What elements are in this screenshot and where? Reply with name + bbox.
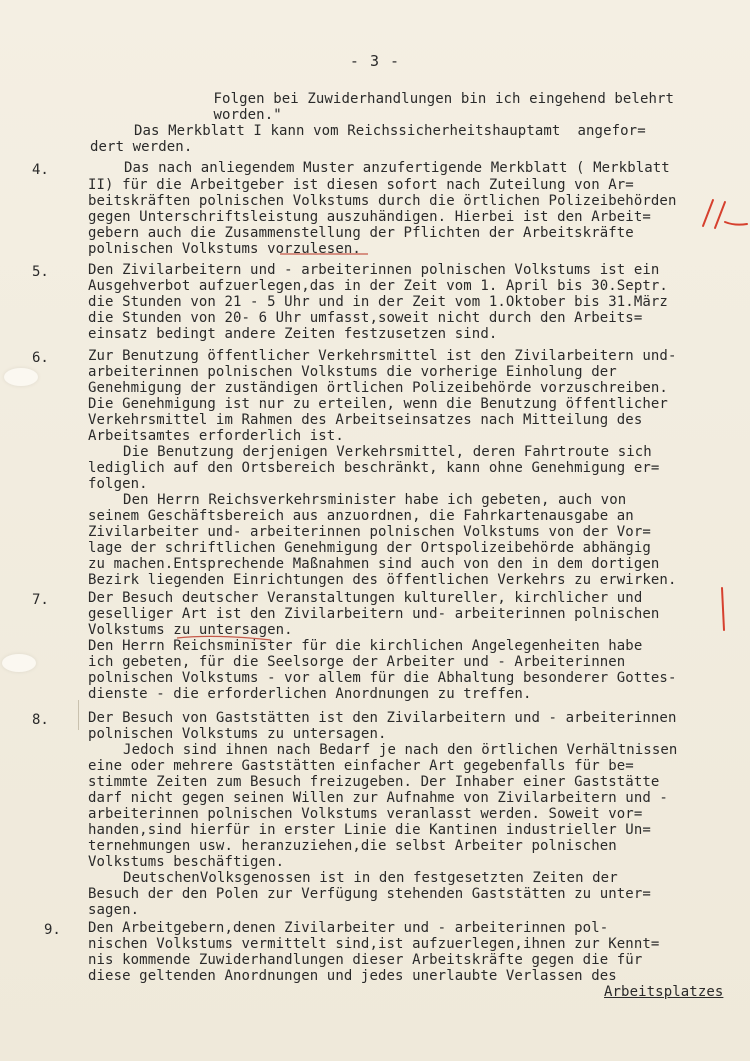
red-strike-mark xyxy=(175,632,275,644)
paragraph-number: 7. xyxy=(32,592,49,608)
text-line: worden." xyxy=(205,107,282,123)
text-line: Ausgehverbot aufzuerlegen,das in der Zeit vom 1. April bis 30.Septr. xyxy=(88,278,668,294)
punch-hole xyxy=(2,654,36,672)
text-line: DeutschenVolksgenossen ist in den festgesetzten Zeiten der xyxy=(106,870,618,886)
text-line: Volkstums beschäftigen. xyxy=(88,854,285,870)
red-pencil-margin-line xyxy=(712,586,732,632)
text-line: ich gebeten, für die Seelsorge der Arbeiter und - Arbeiterinnen xyxy=(88,654,626,670)
text-line: Zur Benutzung öffentlicher Verkehrsmittel ist den Zivilarbeitern und- xyxy=(88,348,677,364)
paragraph-number: 9. xyxy=(44,922,61,938)
text-line: Der Besuch deutscher Veranstaltungen kultureller, kirchlicher und xyxy=(88,590,643,606)
text-line: Folgen bei Zuwiderhandlungen bin ich eingehend belehrt xyxy=(205,91,675,107)
paragraph-number: 4. xyxy=(32,162,49,178)
text-line: dienste - die erforderlichen Anordnungen zu treffen. xyxy=(88,686,532,702)
text-line: Zivilarbeiter und- arbeiterinnen polnischen Volkstums von der Vor= xyxy=(88,524,651,540)
text-line: Den Herrn Reichsminister für die kirchlichen Angelegenheiten habe xyxy=(88,638,643,654)
catchword: Arbeitsplatzes xyxy=(604,984,724,1000)
text-line: arbeiterinnen polnischen Volkstums veranlasst werden. Soweit vor= xyxy=(88,806,643,822)
page-number: - 3 - xyxy=(349,52,401,70)
text-line: arbeiterinnen polnischen Volkstums die vorherige Einholung der xyxy=(88,364,617,380)
red-underline xyxy=(230,248,370,258)
text-line: darf nicht gegen seinen Willen zur Aufnahme von Zivilarbeitern und - xyxy=(88,790,668,806)
paragraph-number: 5. xyxy=(32,264,49,280)
text-line: polnischen Volkstums zu untersagen. xyxy=(88,726,387,742)
text-line: zu machen.Entsprechende Maßnahmen sind auch von den in dem dortigen xyxy=(88,556,660,572)
text-line: die Stunden von 20- 6 Uhr umfasst,soweit nicht durch den Arbeits= xyxy=(88,310,643,326)
text-line: II) für die Arbeitgeber ist diesen sofort nach Zuteilung von Ar= xyxy=(88,177,634,193)
text-line: Jedoch sind ihnen nach Bedarf je nach den örtlichen Verhältnissen xyxy=(106,742,678,758)
text-line: einsatz bedingt andere Zeiten festzusetzen sind. xyxy=(88,326,498,342)
text-line: polnischen Volkstums - vor allem für die Abhaltung besonderer Gottes- xyxy=(88,670,677,686)
text-line: Bezirk liegenden Einrichtungen des öffentlichen Verkehrs zu erwirken. xyxy=(88,572,677,588)
text-line: die Stunden von 21 - 5 Uhr und in der Zeit vom 1.Oktober bis 31.März xyxy=(88,294,668,310)
text-line: sagen. xyxy=(88,902,140,918)
margin-rule xyxy=(78,700,79,730)
text-line: Das Merkblatt I kann vom Reichssicherheitshauptamt angefor= xyxy=(134,123,646,139)
text-line: Genehmigung der zuständigen örtlichen Polizeibehörde vorzuschreiben. xyxy=(88,380,668,396)
text-line: seinem Geschäftsbereich aus anzuordnen, die Fahrkartenausgabe an xyxy=(88,508,634,524)
text-line: Besuch der den Polen zur Verfügung stehenden Gaststätten zu unter= xyxy=(88,886,651,902)
text-line: dert werden. xyxy=(90,139,193,155)
red-pencil-mark xyxy=(695,196,750,236)
text-line: Den Herrn Reichsverkehrsminister habe ich gebeten, auch von xyxy=(106,492,627,508)
text-line: gebern auch die Zusammenstellung der Pflichten der Arbeitskräfte xyxy=(88,225,634,241)
text-line: gegen Unterschriftsleistung auszuhändigen. Hierbei ist den Arbeit= xyxy=(88,209,651,225)
text-line: Verkehrsmittel im Rahmen des Arbeitseinsatzes nach Mitteilung des xyxy=(88,412,643,428)
paragraph-number: 6. xyxy=(32,350,49,366)
text-line: folgen. xyxy=(88,476,148,492)
text-line: eine oder mehrere Gaststätten einfacher Art gegebenfalls für be= xyxy=(88,758,634,774)
text-line: Den Arbeitgebern,denen Zivilarbeiter und - arbeiterinnen pol- xyxy=(88,920,609,936)
text-line: lediglich auf den Ortsbereich beschränkt, kann ohne Genehmigung er= xyxy=(88,460,660,476)
text-line: Das nach anliegendem Muster anzufertigende Merkblatt ( Merkblatt xyxy=(124,160,670,176)
text-line: Den Zivilarbeitern und - arbeiterinnen polnischen Volkstums ist ein xyxy=(88,262,660,278)
text-line: handen,sind hierfür in erster Linie die Kantinen industrieller Un= xyxy=(88,822,651,838)
text-line: Arbeitsamtes erforderlich ist. xyxy=(88,428,344,444)
text-line: geselliger Art ist den Zivilarbeitern und- arbeiterinnen polnischen xyxy=(88,606,660,622)
text-line: diese geltenden Anordnungen und jedes unerlaubte Verlassen des xyxy=(88,968,617,984)
text-line: Die Genehmigung ist nur zu erteilen, wenn die Benutzung öffentlicher xyxy=(88,396,668,412)
paragraph-number: 8. xyxy=(32,712,49,728)
text-line: Die Benutzung derjenigen Verkehrsmittel, deren Fahrtroute sich xyxy=(106,444,652,460)
text-line: lage der schriftlichen Genehmigung der Ortspolizeibehörde abhängig xyxy=(88,540,651,556)
text-line: ternehmungen usw. heranzuziehen,die selbst Arbeiter polnischen xyxy=(88,838,617,854)
text-line: beitskräften polnischen Volkstums durch die örtlichen Polizeibehörden xyxy=(88,193,677,209)
text-line: polnischen Volkstums vorzulesen. xyxy=(88,241,361,257)
punch-hole xyxy=(4,368,38,386)
text-line: nischen Volkstums vermittelt sind,ist aufzuerlegen,ihnen zur Kennt= xyxy=(88,936,660,952)
text-line: nis kommende Zuwiderhandlungen dieser Arbeitskräfte gegen die für xyxy=(88,952,643,968)
text-line: Volkstums zu untersagen. xyxy=(88,622,293,638)
text-line: stimmte Zeiten zum Besuch freizugeben. Der Inhaber einer Gaststätte xyxy=(88,774,660,790)
text-line: Der Besuch von Gaststätten ist den Zivilarbeitern und - arbeiterinnen xyxy=(88,710,677,726)
